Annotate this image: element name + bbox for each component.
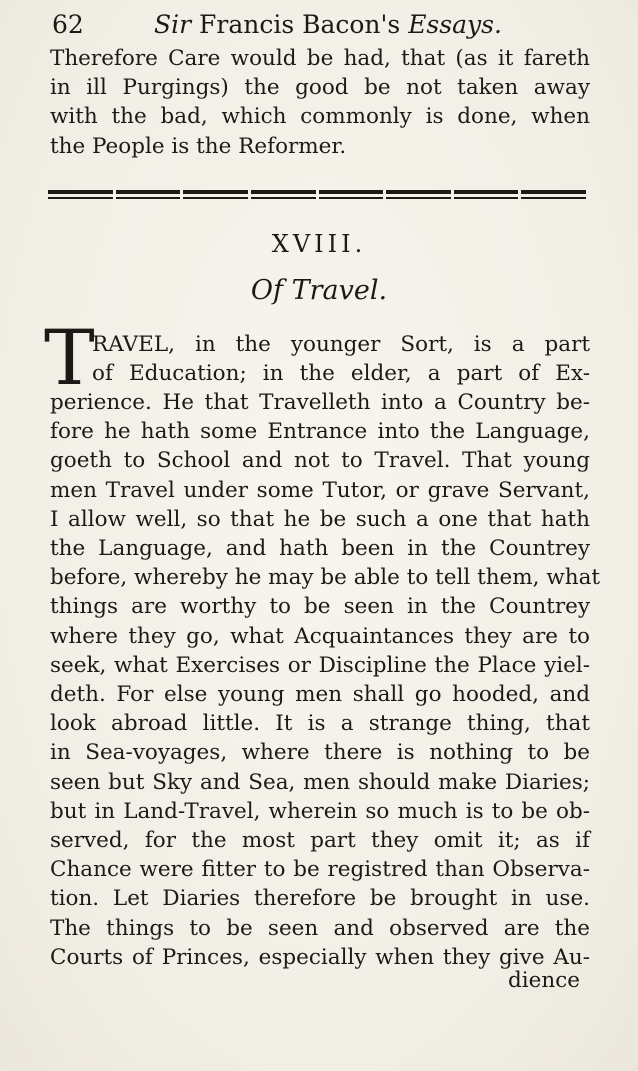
text-line: the Language, and hath been in the Countrey	[50, 536, 590, 562]
text-line: men Travel under some Tutor, or grave Servant,	[50, 477, 590, 503]
text-line: seek, what Exercises or Discipline the Place yiel-	[50, 652, 590, 678]
text-line: the People is the Reformer.	[50, 133, 347, 159]
text-line: in Sea-voyages, where there is nothing to be	[50, 740, 590, 766]
text-line: look abroad little. It is a strange thing, that	[50, 711, 590, 737]
running-head	[44, 6, 604, 42]
text-line: I allow well, so that he be such a one that hath	[50, 506, 590, 532]
section-divider	[48, 190, 586, 199]
running-title-name: Francis Bacon's	[191, 10, 409, 39]
page-number: 62	[52, 10, 84, 39]
text-line: deth. For else young men shall go hooded, and	[50, 682, 590, 708]
text-line: where they go, what Acquaintances they are to	[50, 623, 590, 649]
text-line: The things to be seen and observed are the	[50, 915, 590, 941]
text-line: tion. Let Diaries therefore be brought in use.	[50, 886, 590, 912]
running-title	[154, 10, 502, 39]
text-line: in ill Purgings) the good be not taken away	[50, 75, 590, 101]
text-line: things are worthy to be seen in the Countrey	[50, 594, 590, 620]
divider-thin-rule	[48, 197, 586, 199]
text-line: fore he hath some Entrance into the Language,	[50, 419, 590, 445]
drop-cap: T	[44, 313, 95, 402]
catchword: dience	[508, 968, 580, 993]
text-line: of Education; in the elder, a part of Ex-	[92, 361, 590, 387]
opening-lines	[50, 330, 590, 388]
text-line: with the bad, which commonly is done, when	[50, 104, 590, 130]
text-line: RAVEL, in the younger Sort, is a part	[92, 332, 590, 357]
running-title-sir: Sir	[154, 10, 192, 39]
text-line: served, for the most part they omit it; as if	[50, 828, 590, 854]
text-line: Courts of Princes, especially when they give Au-	[50, 944, 590, 970]
divider-thick-rule	[48, 190, 586, 194]
text-line: Chance were fitter to be registred than Observa-	[50, 857, 590, 883]
text-line: before, whereby he may be able to tell them, what	[50, 565, 601, 591]
text-line: Therefore Care would be had, that (as it fareth	[50, 46, 590, 71]
intro-paragraph	[50, 44, 590, 161]
text-line: perience. He that Travelleth into a Country be-	[50, 390, 590, 415]
text-line: seen but Sky and Sea, men should make Diaries;	[50, 769, 590, 795]
essay-body	[50, 388, 601, 972]
running-title-essays: Essays.	[408, 10, 502, 39]
essay-numeral: XVIII.	[271, 230, 367, 258]
text-line: goeth to School and not to Travel. That young	[50, 448, 590, 474]
essay-title: Of Travel.	[250, 275, 388, 306]
text-line: but in Land-Travel, wherein so much is to be ob-	[50, 798, 590, 824]
